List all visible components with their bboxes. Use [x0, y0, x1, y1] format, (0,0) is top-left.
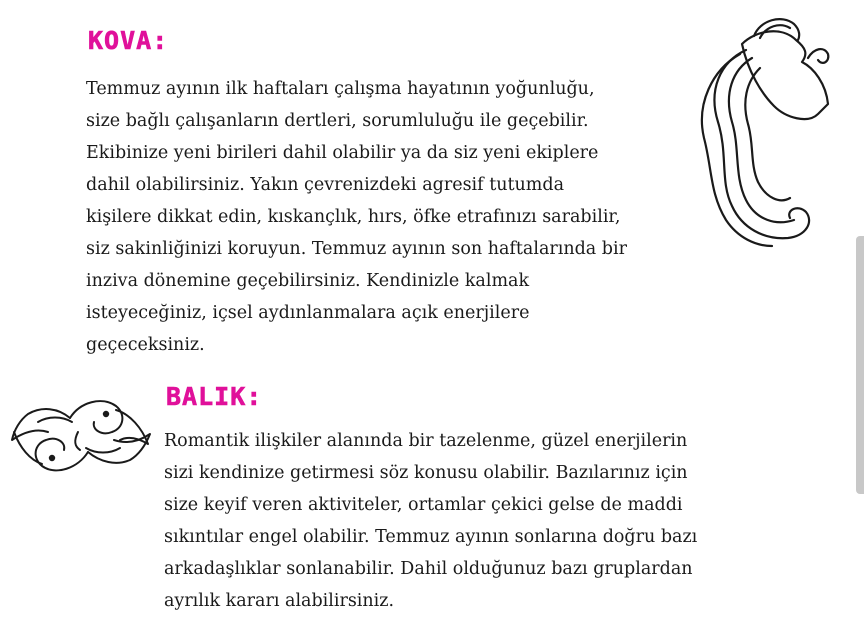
aquarius-water-pitcher-icon — [690, 14, 840, 250]
pisces-fish-icon — [8, 388, 154, 488]
kova-horoscope-text: Temmuz ayının ilk haftaları çalışma hayatının yoğunluğu, size bağlı çalışanların dertleri, sorumluluğu ile geçebilir. Ekibinize yeni birileri dahil olabilir ya da siz yeni ekiplere dahil olabilirsiniz. Yakın çevrenizdeki agresif tutumda kişilere dikkat edin, kıskançlık, hırs, öfke etrafınızı sarabilir, siz sakinliğinizi koruyun. Temmuz ayının son haftalarında bir inziva dönemine geçebilirsiniz. Kendinizle kalmak isteyeceğiniz, içsel aydınlanmalara açık enerjilere geçeceksiniz. — [86, 79, 627, 355]
balik-horoscope-text: Romantik ilişkiler alanında bir tazelenme, güzel enerjilerin sizi kendinize getirmesi söz konusu olabilir. Bazılarınız için size keyif veren aktiviteler, ortamlar çekici gelse de maddi sıkıntılar engel olabilir. Temmuz ayının sonlarına doğru bazı arkadaşlıklar sonlanabilir. Dahil olduğunuz bazı gruplardan ayrılık kararı alabilirsiniz. — [164, 431, 698, 611]
scrollbar-thumb[interactable] — [856, 236, 864, 494]
kova-heading: KOVA: — [88, 26, 169, 55]
balik-heading: BALIK: — [166, 382, 263, 411]
